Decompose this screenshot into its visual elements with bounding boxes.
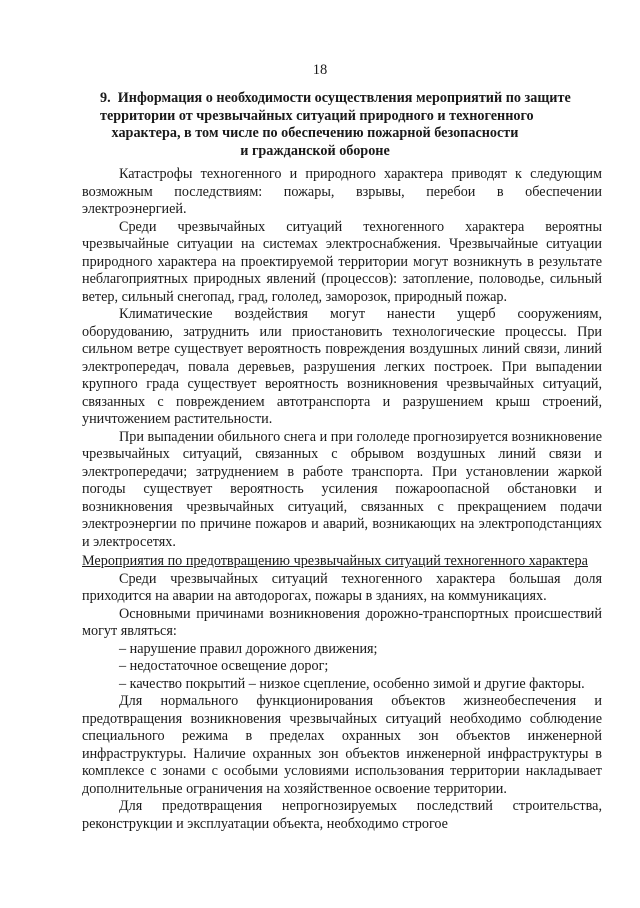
section-title-line-2: территории от чрезвычайных ситуаций природного и техногенного [100, 107, 534, 124]
paragraph-consequences: Катастрофы техногенного и природного характера приводят к следующим возможным последствиям: пожары, взрывы, перебои в обеспечении электроэнергией. [82, 166, 602, 217]
paragraph-construction-consequences: Для предотвращения непрогнозируемых последствий строительства, реконструкции и эксплуатации объекта, необходимо строгое [82, 798, 602, 832]
paragraph-protection-zones: Для нормального функционирования объектов жизнеобеспечения и предотвращения возникновения чрезвычайных ситуаций необходимо соблюдение специального режима в пределах охранных зон объектов инженерной инфраструктуры. Наличие охранных зон объектов инженерной инфраструктуры в комплексе с зонами с особыми условиями использования территории накладывает дополнительные ограничения на хозяйственное освоение территории. [82, 693, 602, 797]
section-title [100, 90, 571, 160]
body-text [82, 166, 602, 833]
page-number: 18 [312, 62, 328, 78]
paragraph-accident-causes: Основными причинами возникновения дорожно-транспортных происшествий могут являться: [82, 605, 602, 639]
paragraph-emergency-types: Среди чрезвычайных ситуаций техногенного характера вероятны чрезвычайные ситуации на системах электроснабжения. Чрезвычайные ситуации природного характера на проектируемой территории могут возникнуть в результате неблагоприятных природных явлений (процессов): затопление, половодье, сильный ветер, сильный снегопад, град, гололед, заморозок, природный пожар. [82, 218, 602, 305]
list-item: – качество покрытий – низкое сцепление, особенно зимой и другие факторы. [119, 675, 585, 692]
section-title-line-1: 9. Информация о необходимости осуществления мероприятий по защите [100, 90, 571, 106]
section-title-line-4: и гражданской обороне [240, 142, 390, 159]
subheading-prevention-measures: Мероприятия по предотвращению чрезвычайных ситуаций техногенного характера [82, 553, 588, 569]
paragraph-climate-impact: Климатические воздействия могут нанести ущерб сооружениям, оборудованию, затруднить или приостановить технологические процессы. При сильном ветре существует вероятность повреждения воздушных линий связи, линий электропередач, повала деревьев, разрушения легких построек. При выпадении крупного града существует вероятность возникновения чрезвычайных ситуаций, связанных с повреждением автотранспорта и разрушением крыш строений, уничтожением растительности. [82, 306, 602, 427]
section-title-line-3: характера, в том числе по обеспечению пожарной безопасности [111, 125, 519, 141]
paragraph-snow-ice: При выпадении обильного снега и при гололеде прогнозируется возникновение чрезвычайных ситуаций, связанных с обрывом воздушных линий связи и электропередачи; затруднением в работе транспорта. При установлении жаркой погоды существует вероятность усиления пожароопасной обстановки и возникновения чрезвычайных ситуаций, связанных с прекращением подачи электроэнергии по причине пожаров и аварий, возникающих на электроподстанциях и электросетях. [82, 428, 602, 550]
section-number: 9. [100, 90, 111, 106]
paragraph-accidents-share: Среди чрезвычайных ситуаций техногенного характера большая доля приходится на аварии на автодорогах, пожары в зданиях, на коммуникациях. [82, 570, 602, 604]
list-item: – недостаточное освещение дорог; [119, 658, 329, 674]
list-item: – нарушение правил дорожного движения; [119, 640, 378, 657]
